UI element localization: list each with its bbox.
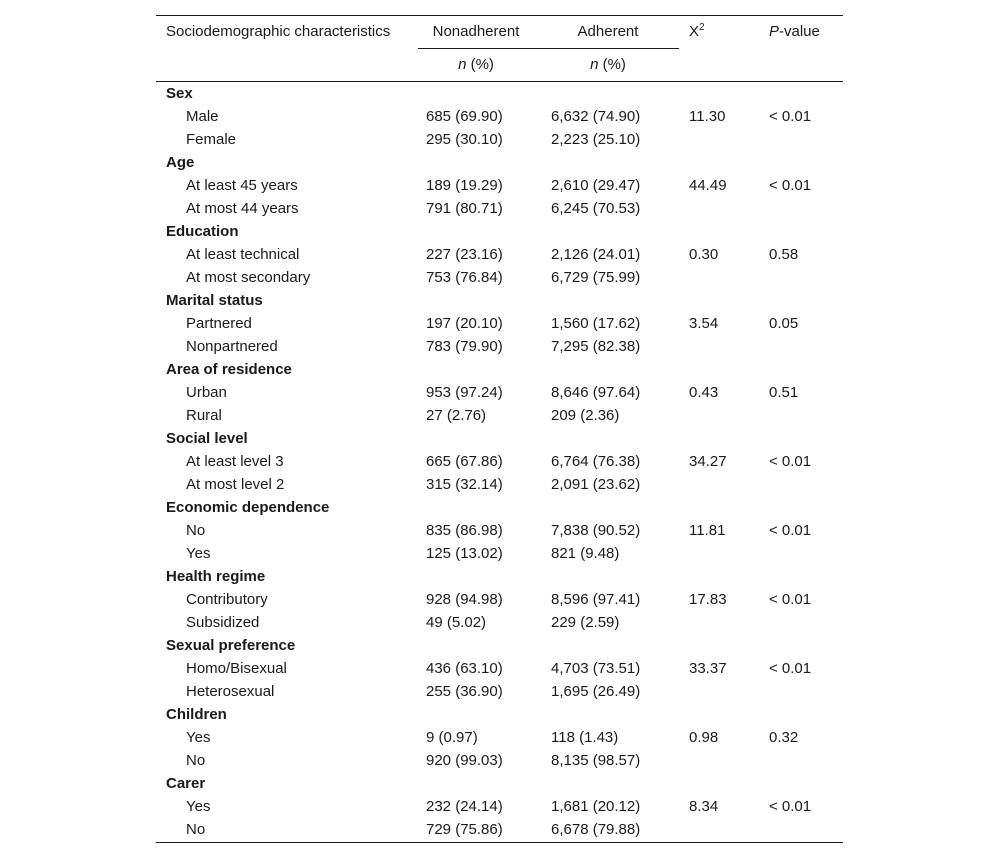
group-header-row: [156, 497, 843, 520]
group-header-row: [156, 773, 843, 796]
pvalue-value: < 0.01: [769, 453, 812, 470]
row-label: At least 45 years: [186, 177, 298, 194]
group-header-row: [156, 704, 843, 727]
group-header-row: [156, 635, 843, 658]
table-row: [156, 336, 843, 359]
adherent-value: 6,729 (75.99): [551, 269, 641, 286]
header-adherent: Adherent: [577, 23, 639, 40]
group-header-row: [156, 359, 843, 382]
table-row: [156, 681, 843, 704]
adherent-value: 6,764 (76.38): [551, 453, 641, 470]
group-label: Age: [166, 154, 195, 171]
row-label: Contributory: [186, 591, 268, 608]
nonadherent-value: 295 (30.10): [426, 131, 503, 148]
adherent-value: 229 (2.59): [551, 614, 620, 631]
nonadherent-value: 197 (20.10): [426, 315, 503, 332]
row-label: Yes: [186, 729, 211, 746]
header-nonadherent: Nonadherent: [432, 23, 520, 40]
table-row: [156, 451, 843, 474]
chi-square-value: 3.54: [689, 315, 719, 332]
pvalue-value: < 0.01: [769, 522, 812, 539]
pvalue-italic: P: [769, 23, 780, 40]
group-header-row: [156, 83, 843, 106]
group-header-row: [156, 290, 843, 313]
row-label: At least level 3: [186, 453, 284, 470]
adherent-value: 8,646 (97.64): [551, 384, 641, 401]
row-label: At most 44 years: [186, 200, 299, 217]
chi-square-value: 0.30: [689, 246, 719, 263]
table-row: [156, 750, 843, 773]
subheader-n-italic: n: [458, 56, 467, 73]
nonadherent-value: 753 (76.84): [426, 269, 503, 286]
table-row: [156, 106, 843, 129]
chi-square-value: 33.37: [689, 660, 727, 677]
subheader-pct: (%): [466, 56, 494, 73]
adherent-value: 7,838 (90.52): [551, 522, 641, 539]
group-label: Area of residence: [166, 361, 292, 378]
table-row: [156, 313, 843, 336]
pvalue-value: 0.58: [769, 246, 799, 263]
group-label: Sex: [166, 85, 193, 102]
adherent-value: 6,632 (74.90): [551, 108, 641, 125]
subheader-adherent: [538, 56, 678, 73]
pvalue-value: < 0.01: [769, 798, 812, 815]
nonadherent-value: 665 (67.86): [426, 453, 503, 470]
subheader-pct: (%): [598, 56, 626, 73]
nonadherent-value: 783 (79.90): [426, 338, 503, 355]
adherent-value: 2,610 (29.47): [551, 177, 641, 194]
chi-square-value: 44.49: [689, 177, 727, 194]
table-body: [156, 82, 843, 842]
row-label: At least technical: [186, 246, 300, 263]
subheader-nonadherent: [418, 56, 534, 73]
chi-square-value: 0.43: [689, 384, 719, 401]
table-subheader-row: [156, 49, 843, 82]
adherent-value: 2,223 (25.10): [551, 131, 641, 148]
group-label: Social level: [166, 430, 248, 447]
group-label: Health regime: [166, 568, 266, 585]
group-label: Children: [166, 706, 227, 723]
table-row: [156, 198, 843, 221]
nonadherent-value: 27 (2.76): [426, 407, 487, 424]
row-label: Subsidized: [186, 614, 260, 631]
table-row: [156, 382, 843, 405]
adherent-value: 6,678 (79.88): [551, 821, 641, 838]
table-row: [156, 267, 843, 290]
pvalue-rest: -value: [779, 23, 820, 40]
table-row: [156, 405, 843, 428]
table-row: [156, 129, 843, 152]
pvalue-value: < 0.01: [769, 591, 812, 608]
row-label: No: [186, 522, 206, 539]
table-row: [156, 474, 843, 497]
sociodemographic-table: [156, 15, 843, 843]
group-label: Economic dependence: [166, 499, 330, 516]
row-label: Nonpartnered: [186, 338, 278, 355]
adherent-value: 8,596 (97.41): [551, 591, 641, 608]
group-label: Carer: [166, 775, 206, 792]
nonadherent-value: 436 (63.10): [426, 660, 503, 677]
table-row: [156, 175, 843, 198]
group-header-row: [156, 566, 843, 589]
table-row: [156, 244, 843, 267]
header-characteristics: Sociodemographic characteristics: [166, 23, 391, 40]
row-label: No: [186, 752, 206, 769]
group-label: Marital status: [166, 292, 263, 309]
row-label: Urban: [186, 384, 227, 401]
table-row: [156, 543, 843, 566]
nonadherent-value: 189 (19.29): [426, 177, 503, 194]
nonadherent-value: 685 (69.90): [426, 108, 503, 125]
row-label: At most level 2: [186, 476, 285, 493]
nonadherent-value: 928 (94.98): [426, 591, 503, 608]
adherent-value: 4,703 (73.51): [551, 660, 641, 677]
group-label: Sexual preference: [166, 637, 296, 654]
chi-base: X: [689, 23, 700, 40]
adherent-value: 1,560 (17.62): [551, 315, 641, 332]
chi-superscript: 2: [699, 22, 705, 33]
adherent-value: 2,126 (24.01): [551, 246, 641, 263]
nonadherent-value: 835 (86.98): [426, 522, 503, 539]
group-header-row: [156, 428, 843, 451]
table-row: [156, 520, 843, 543]
adherent-value: 1,695 (26.49): [551, 683, 641, 700]
group-header-row: [156, 221, 843, 244]
pvalue-value: 0.51: [769, 384, 799, 401]
row-label: Male: [186, 108, 219, 125]
adherent-value: 7,295 (82.38): [551, 338, 641, 355]
table-row: [156, 796, 843, 819]
pvalue-value: 0.05: [769, 315, 799, 332]
pvalue-value: < 0.01: [769, 108, 812, 125]
chi-square-value: 11.81: [689, 522, 726, 539]
row-label: Partnered: [186, 315, 252, 332]
nonadherent-value: 49 (5.02): [426, 614, 487, 631]
row-label: Yes: [186, 545, 211, 562]
adherent-value: 2,091 (23.62): [551, 476, 641, 493]
chi-square-value: 17.83: [689, 591, 727, 608]
table-row: [156, 589, 843, 612]
chi-square-value: 8.34: [689, 798, 719, 815]
chi-square-value: 0.98: [689, 729, 719, 746]
nonadherent-value: 227 (23.16): [426, 246, 503, 263]
nonadherent-value: 315 (32.14): [426, 476, 503, 493]
nonadherent-value: 729 (75.86): [426, 821, 503, 838]
row-label: Rural: [186, 407, 222, 424]
pvalue-value: < 0.01: [769, 177, 812, 194]
nonadherent-value: 953 (97.24): [426, 384, 503, 401]
adherent-value: 209 (2.36): [551, 407, 620, 424]
table-row: [156, 612, 843, 635]
adherent-value: 1,681 (20.12): [551, 798, 641, 815]
row-label: Heterosexual: [186, 683, 275, 700]
table-row: [156, 727, 843, 750]
header-chi-square: [689, 23, 705, 40]
nonadherent-value: 791 (80.71): [426, 200, 503, 217]
table-row: [156, 819, 843, 842]
row-label: Yes: [186, 798, 211, 815]
group-label: Education: [166, 223, 239, 240]
nonadherent-value: 125 (13.02): [426, 545, 503, 562]
row-label: Homo/Bisexual: [186, 660, 287, 677]
chi-square-value: 34.27: [689, 453, 727, 470]
row-label: At most secondary: [186, 269, 311, 286]
row-label: No: [186, 821, 206, 838]
nonadherent-value: 920 (99.03): [426, 752, 503, 769]
nonadherent-value: 9 (0.97): [426, 729, 478, 746]
subheader-n-italic: n: [590, 56, 599, 73]
pvalue-value: 0.32: [769, 729, 799, 746]
group-header-row: [156, 152, 843, 175]
row-label: Female: [186, 131, 237, 148]
adherent-value: 821 (9.48): [551, 545, 620, 562]
nonadherent-value: 232 (24.14): [426, 798, 503, 815]
adherent-value: 118 (1.43): [551, 729, 619, 746]
table-row: [156, 658, 843, 681]
pvalue-value: < 0.01: [769, 660, 812, 677]
chi-square-value: 11.30: [689, 108, 726, 125]
adherent-value: 6,245 (70.53): [551, 200, 641, 217]
table-header-row: [156, 16, 843, 49]
header-pvalue: [769, 23, 820, 40]
adherent-value: 8,135 (98.57): [551, 752, 641, 769]
nonadherent-value: 255 (36.90): [426, 683, 503, 700]
